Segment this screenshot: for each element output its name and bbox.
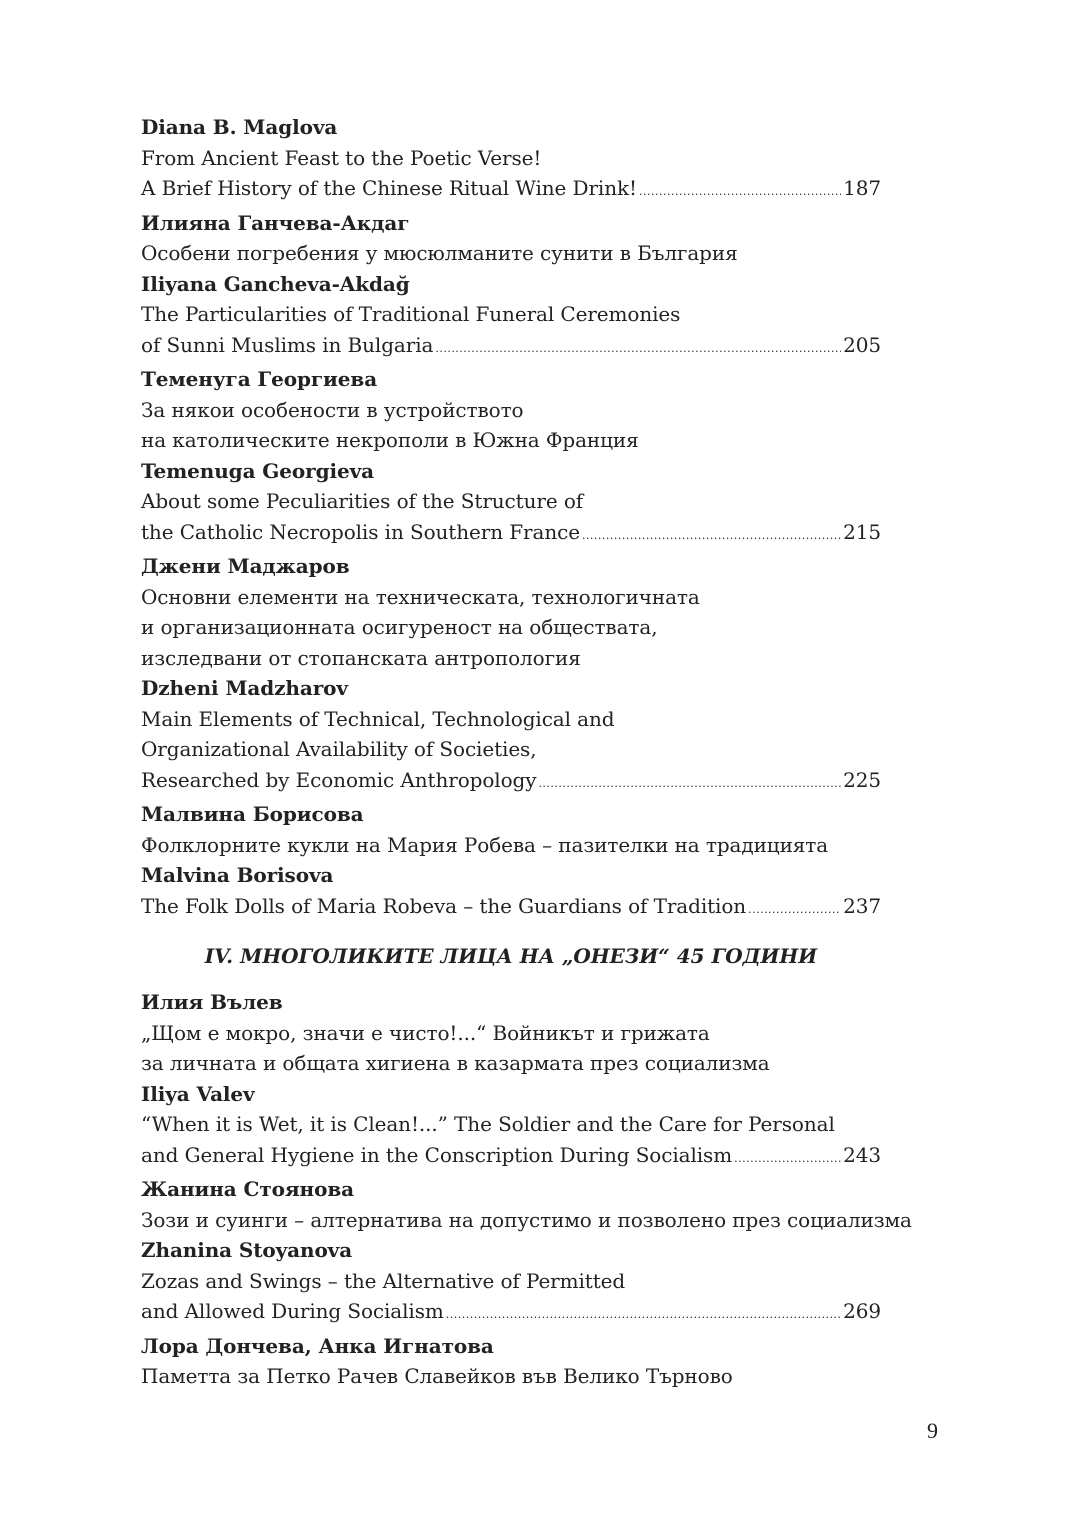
entry-title-line: “When it is Wet, it is Clean!...” The Soldier and the Care for Personal bbox=[141, 1112, 835, 1136]
entry-title-line-with-page bbox=[141, 765, 881, 796]
dot-leader bbox=[582, 521, 841, 552]
entry-page-number: 187 bbox=[843, 176, 881, 200]
entry-author: Zhanina Stoyanova bbox=[141, 1238, 353, 1262]
entry-page-number: 205 bbox=[843, 332, 881, 357]
entry-title-line: Organizational Availability of Societies, bbox=[141, 737, 537, 761]
entry-title-line-with-page bbox=[141, 173, 881, 204]
toc-entry bbox=[141, 673, 941, 795]
entry-author: Diana B. Maglova bbox=[141, 115, 338, 139]
entry-title-line: Основни елементи на техническата, технологичната bbox=[141, 584, 700, 609]
entry-title-line-with-page bbox=[141, 1296, 881, 1327]
toc-group-1 bbox=[141, 112, 941, 921]
entry-title-line-with-page bbox=[141, 891, 881, 922]
entry-title-line: за личната и общата хигиена в казармата през социализма bbox=[141, 1051, 770, 1075]
entry-title-line-with-page bbox=[141, 1140, 881, 1171]
toc-entry bbox=[141, 987, 941, 1079]
entry-title-line-with-page bbox=[141, 517, 881, 548]
entry-author: Илияна Ганчева-Акдаг bbox=[141, 210, 410, 235]
entry-page-number: 215 bbox=[843, 519, 881, 544]
entry-title-line: and Allowed During Socialism bbox=[141, 1299, 444, 1323]
entry-author: Dzheni Madzharov bbox=[141, 676, 348, 700]
entry-author: Temenuga Georgieva bbox=[141, 458, 374, 483]
dot-leader bbox=[639, 177, 841, 208]
entry-page-number: 225 bbox=[843, 767, 881, 792]
toc-entry bbox=[141, 208, 941, 269]
entry-author: Жанина Стоянова bbox=[141, 1177, 354, 1201]
toc-entry bbox=[141, 269, 941, 361]
entry-page-number: 269 bbox=[843, 1299, 881, 1323]
entry-page-number: 243 bbox=[843, 1142, 881, 1167]
page-number: 9 bbox=[927, 1418, 938, 1443]
toc-entry bbox=[141, 1235, 941, 1327]
entry-title-line: Main Elements of Technical, Technological and bbox=[141, 706, 615, 731]
section-heading: IV. МНОГОЛИКИТЕ ЛИЦА НА „ОНЕЗИ“ 45 ГОДИНИ bbox=[204, 944, 818, 968]
entry-title-line: на католическите некрополи в Южна Франция bbox=[141, 428, 639, 452]
entry-author: Малвина Борисова bbox=[141, 802, 364, 826]
entry-title-line-with-page bbox=[141, 330, 881, 361]
toc-entry bbox=[141, 364, 941, 456]
entry-title-line: The Particularities of Traditional Funeral Ceremonies bbox=[141, 302, 681, 326]
entry-page-number: 237 bbox=[843, 893, 881, 918]
toc-entry bbox=[141, 860, 941, 921]
entry-title-line: За някои особености в устройството bbox=[141, 397, 524, 422]
entry-title-line: A Brief History of the Chinese Ritual Wine Drink! bbox=[141, 176, 637, 200]
entry-title-line: Паметта за Петко Рачев Славейков във Велико Търново bbox=[141, 1364, 733, 1388]
toc-entry bbox=[141, 551, 941, 673]
entry-title-line: Особени погребения у мюсюлманите сунити в България bbox=[141, 241, 738, 265]
entry-title-line: изследвани от стопанската антропология bbox=[141, 645, 581, 670]
entry-title-line: of Sunni Muslims in Bulgaria bbox=[141, 332, 434, 357]
entry-title-line: From Ancient Feast to the Poetic Verse! bbox=[141, 145, 542, 170]
entry-title-line: Фолклорните кукли на Мария Робева – пазителки на традицията bbox=[141, 832, 829, 857]
dot-leader bbox=[748, 895, 841, 926]
entry-author: Iliyana Gancheva-Akdağ bbox=[141, 271, 410, 296]
toc-entry bbox=[141, 456, 941, 548]
toc-entry bbox=[141, 112, 941, 204]
entry-title-line: Researched by Economic Anthropology bbox=[141, 767, 537, 792]
dot-leader bbox=[734, 1144, 841, 1175]
entry-author: Джени Маджаров bbox=[141, 554, 350, 578]
toc-entry bbox=[141, 799, 941, 860]
entry-title-line: The Folk Dolls of Maria Robeva – the Guardians of Tradition bbox=[141, 893, 747, 918]
entry-author: Malvina Borisova bbox=[141, 863, 334, 887]
entry-title-line: the Catholic Necropolis in Southern France bbox=[141, 519, 580, 544]
toc-entry bbox=[141, 1174, 941, 1235]
entry-author: Iliya Valev bbox=[141, 1081, 255, 1106]
entry-title-line: About some Peculiarities of the Structure of bbox=[141, 489, 584, 513]
entry-title-line: Зози и суинги – алтернатива на допустимо и позволено през социализма bbox=[141, 1207, 912, 1232]
dot-leader bbox=[538, 769, 841, 800]
entry-title-line: и организационната осигуреност на обществата, bbox=[141, 615, 658, 639]
toc-entry bbox=[141, 1331, 941, 1392]
toc-entry bbox=[141, 1079, 941, 1171]
table-of-contents bbox=[141, 112, 941, 1396]
entry-title-line: and General Hygiene in the Conscription During Socialism bbox=[141, 1142, 733, 1167]
dot-leader bbox=[446, 1300, 841, 1331]
entry-author: Илия Вълев bbox=[141, 990, 283, 1014]
entry-title-line: Zozas and Swings – the Alternative of Permitted bbox=[141, 1268, 626, 1293]
entry-title-line: „Щом е мокро, значи е чисто!...“ Войникът и грижата bbox=[141, 1020, 710, 1045]
toc-group-2 bbox=[141, 987, 941, 1392]
entry-author: Лора Дончева, Анка Игнатова bbox=[141, 1333, 494, 1358]
dot-leader bbox=[435, 334, 841, 365]
entry-author: Теменуга Георгиева bbox=[141, 367, 378, 391]
